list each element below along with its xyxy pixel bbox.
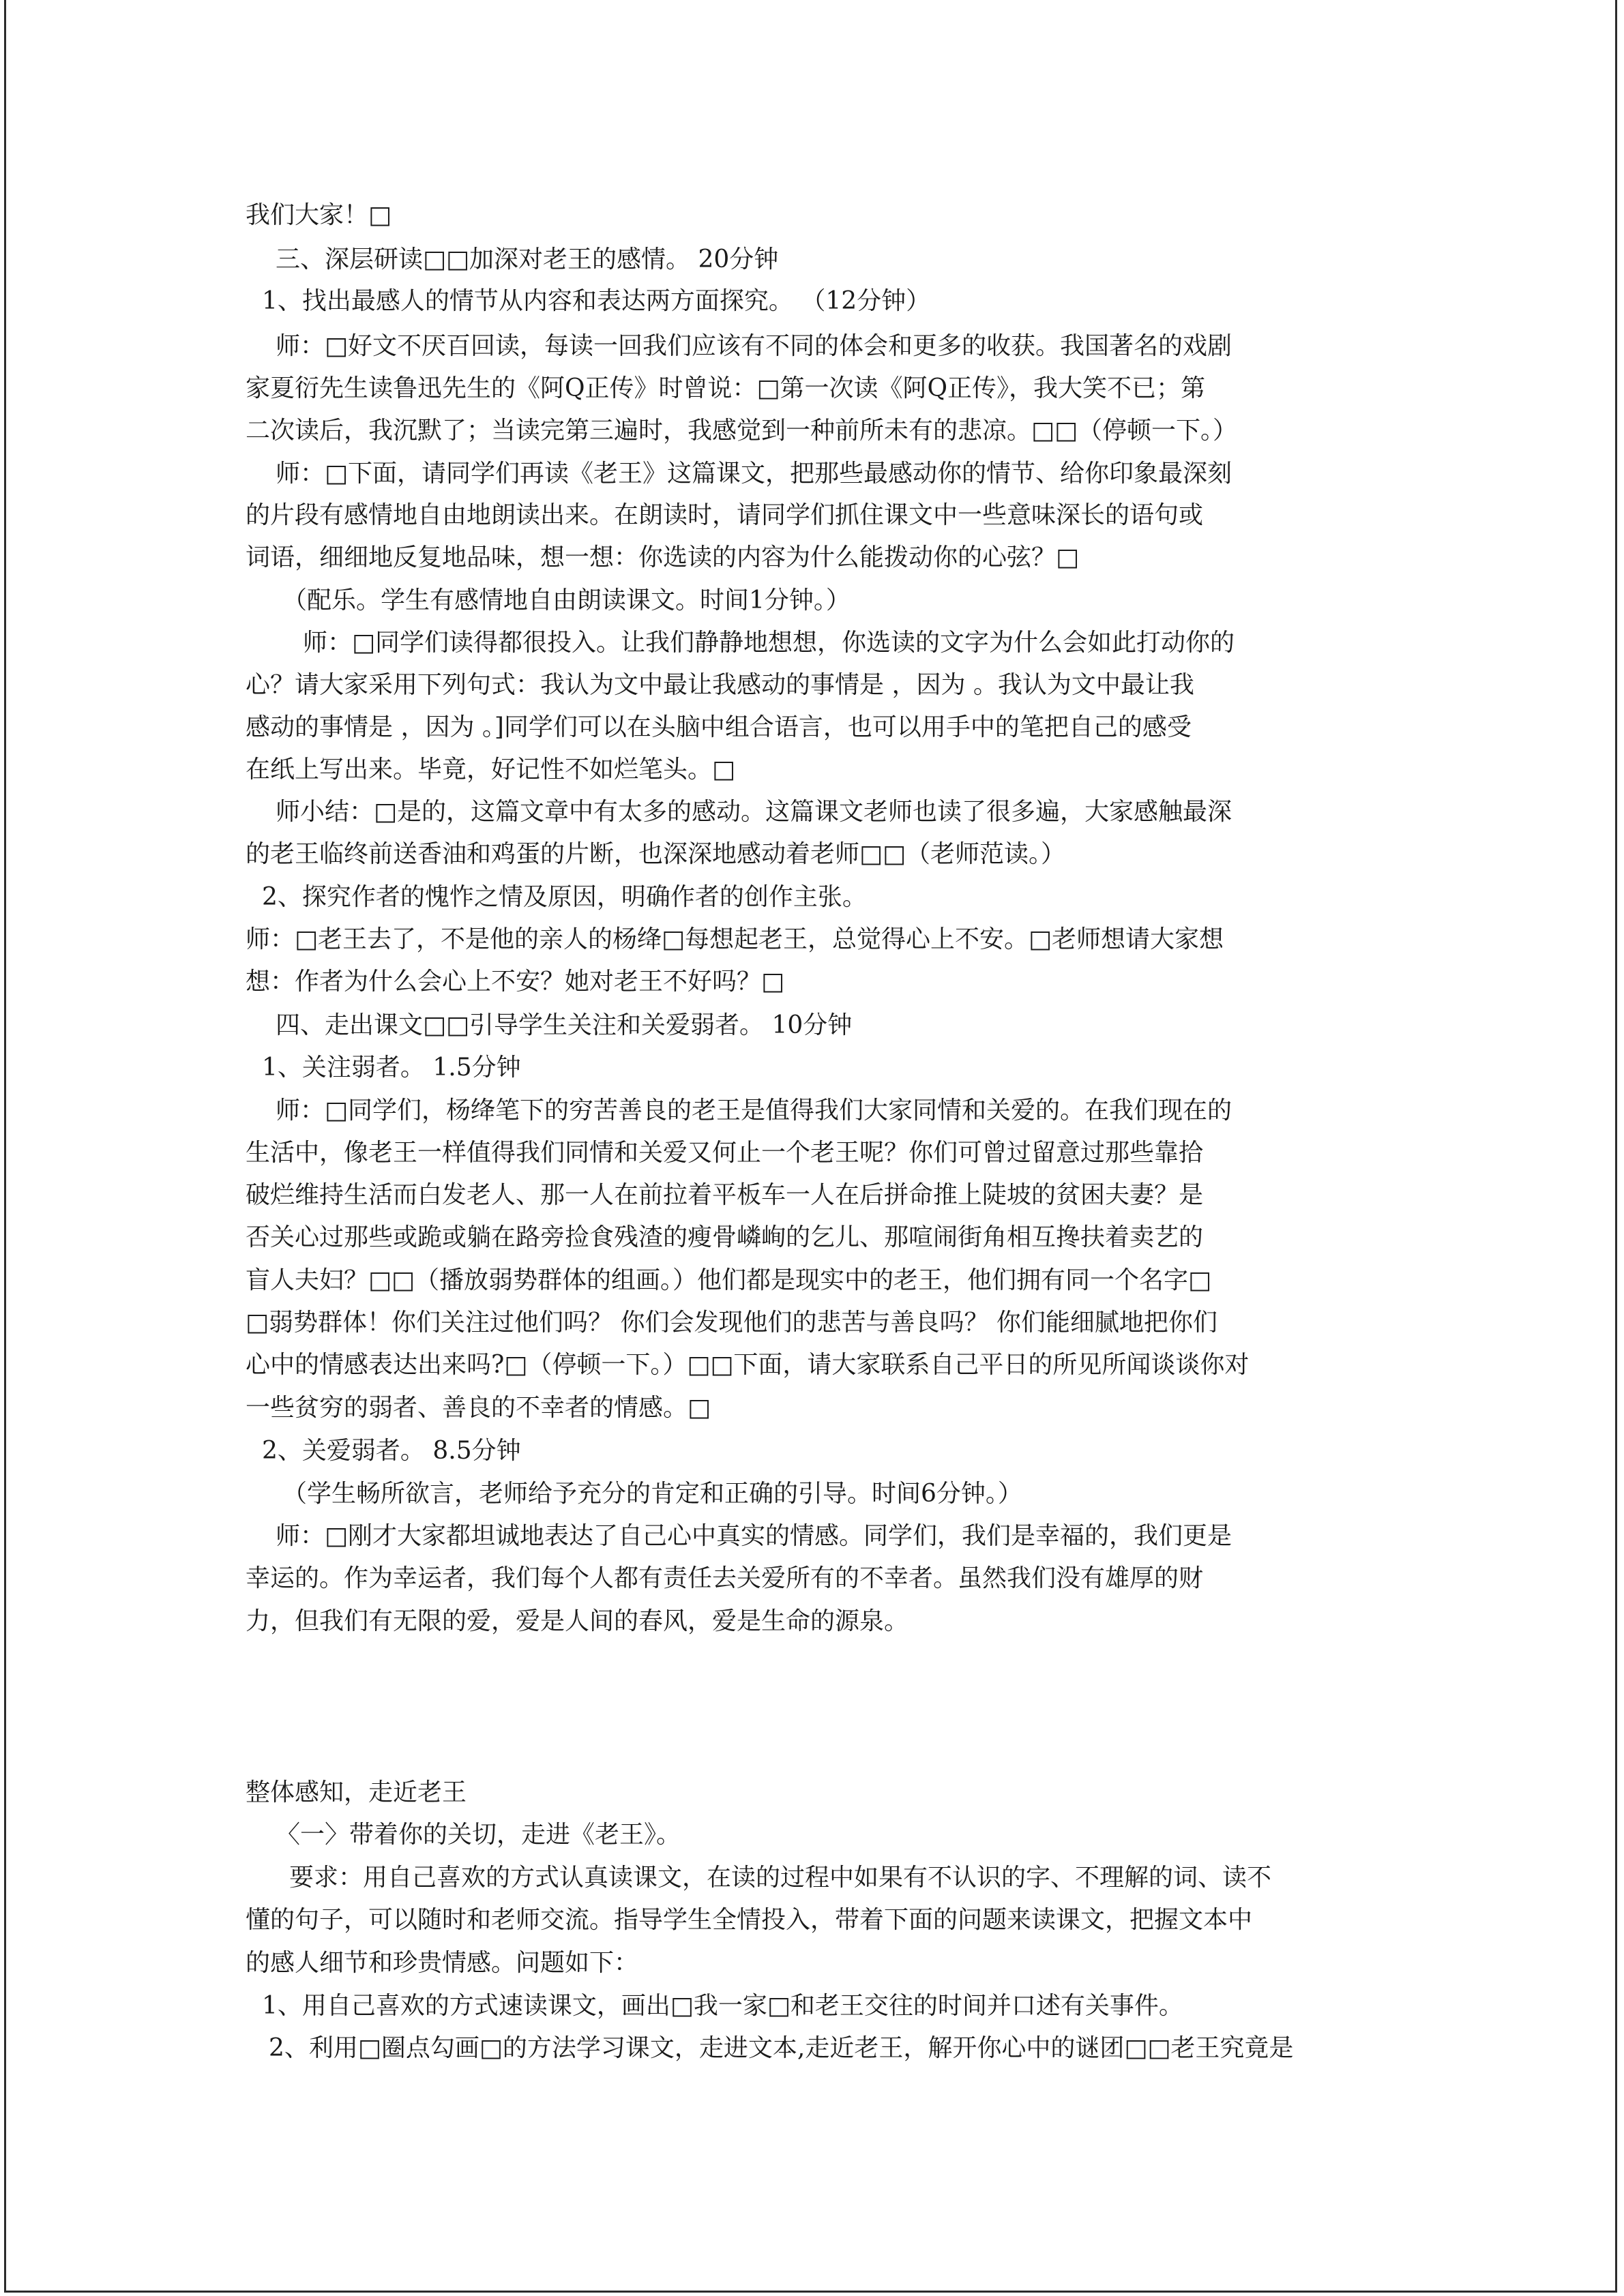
text-line: 盲人夫妇？□□（播放弱势群体的组画。）他们都是现实中的老王，他们拥有同一个名字□: [246, 1266, 1212, 1294]
text-line: 否关心过那些或跪或躺在路旁捡食残渣的瘦骨嶙峋的乞儿、那喧闹街角相互搀扶着卖艺的: [246, 1223, 1204, 1251]
subsection-heading: 2、探究作者的愧怍之情及原因，明确作者的创作主张。: [262, 883, 867, 911]
subsection-heading: 1、找出最感人的情节从内容和表达两方面探究。 （12分钟）: [262, 287, 931, 315]
subsection-heading: 1、关注弱者。 1.5分钟: [262, 1054, 521, 1082]
text-line: 我们大家！□: [246, 201, 392, 229]
text-line: 感动的事情是 ，因为 。]同学们可以在头脑中组合语言，也可以用手中的笔把自己的感受: [246, 713, 1192, 741]
text-line: 懂的句子，可以随时和老师交流。指导学生全情投入，带着下面的问题来读课文，把握文本中: [246, 1906, 1253, 1934]
text-line: 师：□同学们读得都很投入。让我们静静地想想，你选读的文字为什么会如此打动你的: [303, 629, 1235, 657]
text-line: 破烂维持生活而白发老人、那一人在前拉着平板车一人在后拼命推上陡坡的贫困夫妻？是: [246, 1181, 1204, 1209]
text-line: 在纸上写出来。毕竟，好记性不如烂笔头。□: [246, 756, 736, 784]
text-line: 心？请大家采用下列句式：我认为文中最让我感动的事情是 ，因为 。我认为文中最让我: [246, 671, 1194, 699]
text-line: □弱势群体！你们关注过他们吗？ 你们会发现他们的悲苦与善良吗？ 你们能细腻地把你们: [246, 1309, 1217, 1337]
list-item: 2、利用□圈点勾画□的方法学习课文，走进文本,走近老王，解开你心中的谜团□□老王究竟是: [269, 2034, 1294, 2062]
text-line: 要求：用自己喜欢的方式认真读课文，在读的过程中如果有不认识的字、不理解的词、读不: [289, 1864, 1272, 1892]
text-line: 幸运的。作为幸运者，我们每个人都有责任去关爱所有的不幸者。虽然我们没有雄厚的财: [246, 1564, 1204, 1592]
text-line: 师：□同学们，杨绛笔下的穷苦善良的老王是值得我们大家同情和关爱的。在我们现在的: [276, 1097, 1232, 1124]
text-line: 生活中，像老王一样值得我们同情和关爱又何止一个老王呢？你们可曾过留意过那些靠拾: [246, 1139, 1204, 1167]
text-line: 师：□下面，请同学们再读《老王》这篇课文，把那些最感动你的情节、给你印象最深刻: [276, 460, 1232, 488]
text-line: 师小结：□是的，这篇文章中有太多的感动。这篇课文老师也读了很多遍，大家感触最深: [276, 798, 1232, 826]
section-heading: 整体感知，走近老王: [246, 1778, 467, 1806]
subsection-heading: 2、关爱弱者。 8.5分钟: [262, 1437, 521, 1465]
list-item: 1、用自己喜欢的方式速读课文，画出□我一家□和老王交往的时间并口述有关事件。: [262, 1992, 1183, 2020]
text-line: （配乐。学生有感情地自由朗读课文。时间1分钟。）: [282, 586, 851, 614]
text-line: 二次读后，我沉默了；当读完第三遍时，我感觉到一种前所未有的悲凉。□□（停顿一下。）: [246, 417, 1238, 445]
text-line: 家夏衍先生读鲁迅先生的《阿Q正传》时曾说：□第一次读《阿Q正传》，我大笑不已；第: [246, 374, 1206, 402]
text-line: 力，但我们有无限的爱，爱是人间的春风，爱是生命的源泉。: [246, 1607, 909, 1635]
text-line: 师：□老王去了，不是他的亲人的杨绛□每想起老王，总觉得心上不安。□老师想请大家想: [246, 925, 1224, 953]
text-line: （学生畅所欲言，老师给予充分的肯定和正确的引导。时间6分钟。）: [282, 1480, 1022, 1508]
text-line: 的感人细节和珍贵情感。问题如下：: [246, 1949, 639, 1977]
text-line: 想：作者为什么会心上不安？她对老王不好吗？□: [246, 968, 785, 996]
text-line: 心中的情感表达出来吗?□（停顿一下。）□□下面，请大家联系自己平日的所见所闻谈谈你对: [246, 1351, 1250, 1379]
text-line: 的片段有感情地自由地朗读出来。在朗读时，请同学们抓住课文中一些意味深长的语句或: [246, 501, 1204, 529]
text-line: 的老王临终前送香油和鸡蛋的片断，也深深地感动着老师□□（老师范读。）: [246, 840, 1066, 868]
text-line: 师：□刚才大家都坦诚地表达了自己心中真实的情感。同学们，我们是幸福的，我们更是: [276, 1522, 1232, 1550]
subsection-heading: 〈一〉带着你的关切，走进《老王》。: [276, 1821, 681, 1849]
section-heading: 四、走出课文□□引导学生关注和关爱弱者。 10分钟: [276, 1011, 853, 1039]
text-line: 词语，细细地反复地品味，想一想：你选读的内容为什么能拨动你的心弦？□: [246, 543, 1080, 571]
text-line: 师：□好文不厌百回读，每读一回我们应该有不同的体会和更多的收获。我国著名的戏剧: [276, 332, 1232, 360]
text-line: 一些贫穷的弱者、善良的不幸者的情感。□: [246, 1394, 711, 1422]
section-heading: 三、深层研读□□加深对老王的感情。 20分钟: [276, 245, 779, 273]
